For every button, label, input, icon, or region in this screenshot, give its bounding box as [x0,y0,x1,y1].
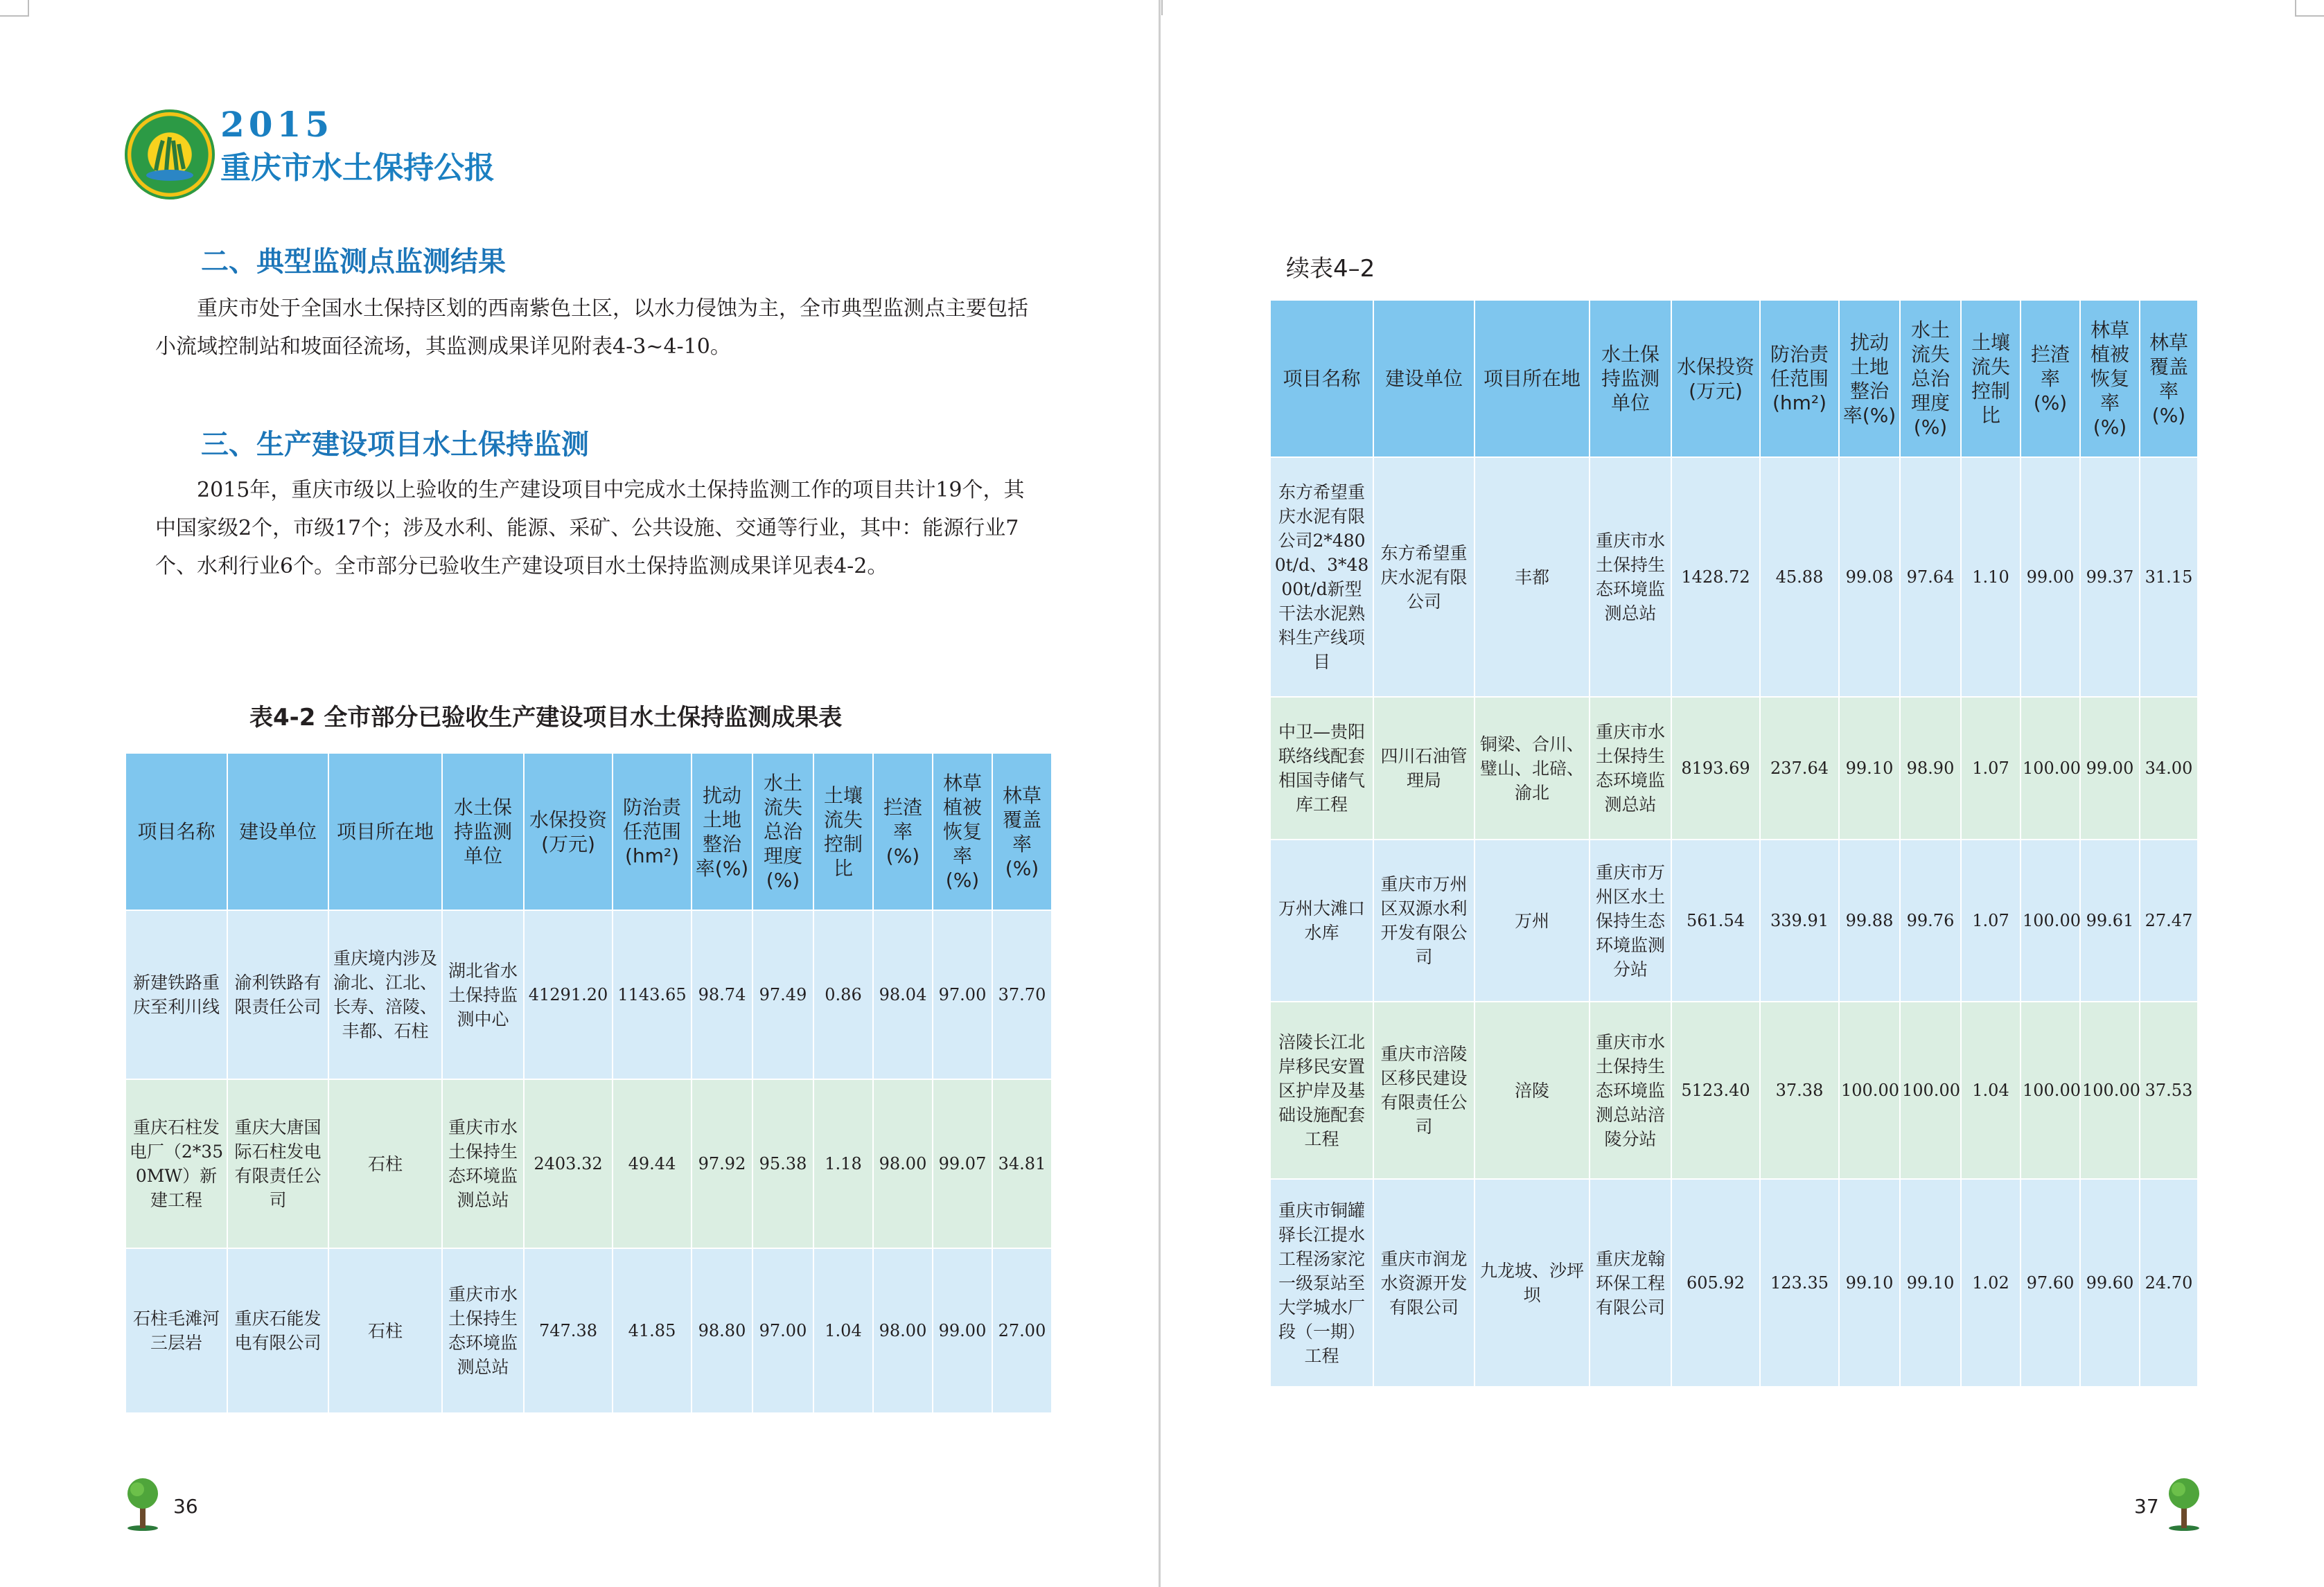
page-number-right: 37 [2134,1495,2159,1518]
table-cell: 重庆市水土保持生态环境监测总站 [442,1248,524,1413]
column-header: 水土流失总治理度(%) [1900,301,1961,457]
column-header: 防治责任范围(hm²) [1760,301,1839,457]
table-row [126,910,1052,1079]
table-row [1271,457,2198,697]
column-header: 扰动土地整治率(%) [692,754,752,910]
wheat-icon [125,109,215,200]
table-cell: 四川石油管理局 [1373,697,1474,840]
column-header: 项目所在地 [1474,301,1590,457]
column-header: 建设单位 [227,754,328,910]
table-cell: 石柱 [328,1248,442,1413]
table-cell: 东方希望重庆水泥有限公司 [1373,457,1474,697]
table-cell: 重庆市铜罐驿长江提水工程汤家沱一级泵站至大学城水厂段（一期）工程 [1271,1179,1373,1387]
table-cell: 重庆市万州区水土保持生态环境监测分站 [1590,840,1671,1002]
table-4-2-title: 表4-2 全市部分已验收生产建设项目水土保持监测成果表 [249,704,843,732]
table-cell: 重庆市水土保持生态环境监测总站 [1590,697,1671,840]
crop-mark [2295,15,2324,17]
table-cell: 1.07 [1961,697,2021,840]
column-header: 土壤流失控制比 [1961,301,2021,457]
table-cell: 99.37 [2080,457,2140,697]
table-cell: 97.00 [933,910,992,1079]
table-cell: 97.49 [752,910,813,1079]
table-cell: 123.35 [1760,1179,1839,1387]
table-cell: 27.00 [992,1248,1052,1413]
table-cell: 1.02 [1961,1179,2021,1387]
table-cell: 万州 [1474,840,1590,1002]
table-cell: 重庆大唐国际石柱发电有限责任公司 [227,1079,328,1248]
table-cell: 98.00 [873,1079,933,1248]
table-cell: 重庆市万州区双源水利开发有限公司 [1373,840,1474,1002]
table-cell: 99.00 [2080,697,2140,840]
table-cell: 98.00 [873,1248,933,1413]
column-header: 林草覆盖率(%) [992,754,1052,910]
table-cell: 99.10 [1839,1179,1900,1387]
column-header: 水土流失总治理度(%) [752,754,813,910]
table-cell: 重庆石能发电有限公司 [227,1248,328,1413]
table-cell: 99.10 [1900,1179,1961,1387]
table-cell: 8193.69 [1671,697,1760,840]
book-spine [1159,0,1161,1587]
section-3-title: 三、生产建设项目水土保持监测 [201,429,589,461]
table-row [1271,1002,2198,1179]
crop-mark [28,0,29,15]
table-cell: 100.00 [2021,1002,2080,1179]
table-cell: 重庆龙翰环保工程有限公司 [1590,1179,1671,1387]
table-cell: 100.00 [1839,1002,1900,1179]
table-cell: 涪陵长江北岸移民安置区护岸及基础设施配套工程 [1271,1002,1373,1179]
table-cell: 万州大滩口水库 [1271,840,1373,1002]
table-cell: 31.15 [2140,457,2198,697]
table-cell: 98.80 [692,1248,752,1413]
column-header: 水保投资(万元) [1671,301,1760,457]
column-header: 项目所在地 [328,754,442,910]
table-row [126,1248,1052,1413]
table-cell: 561.54 [1671,840,1760,1002]
tree-icon [125,1475,161,1531]
table-cell: 97.60 [2021,1179,2080,1387]
table-cell: 747.38 [524,1248,613,1413]
column-header: 林草植被恢复率(%) [2080,301,2140,457]
column-header: 建设单位 [1373,301,1474,457]
crop-mark [2295,0,2296,15]
header-year: 2015 [220,104,334,145]
column-header: 项目名称 [126,754,227,910]
table-cell: 2403.32 [524,1079,613,1248]
table-cell: 99.00 [933,1248,992,1413]
table-cell: 湖北省水土保持监测中心 [442,910,524,1079]
table-cell: 100.00 [2021,697,2080,840]
table-cell: 石柱毛滩河三层岩 [126,1248,227,1413]
table-row [1271,697,2198,840]
table-cell: 0.86 [813,910,873,1079]
table-cell: 41291.20 [524,910,613,1079]
table-cell: 1.04 [1961,1002,2021,1179]
table-cell: 99.07 [933,1079,992,1248]
table-cell: 石柱 [328,1079,442,1248]
table-cell: 97.00 [752,1248,813,1413]
table-cell: 37.38 [1760,1002,1839,1179]
table-cell: 重庆市水土保持生态环境监测总站 [442,1079,524,1248]
table-cell: 重庆境内涉及渝北、江北、长寿、涪陵、丰都、石柱 [328,910,442,1079]
table-cell: 34.00 [2140,697,2198,840]
table-cell: 98.90 [1900,697,1961,840]
table-cell: 铜梁、合川、璧山、北碚、渝北 [1474,697,1590,840]
table-cell: 重庆市水土保持生态环境监测总站 [1590,457,1671,697]
table-cell: 1.10 [1961,457,2021,697]
table-header-row [126,754,1052,910]
page-number-left: 36 [173,1495,198,1518]
table-cell: 东方希望重庆水泥有限公司2*4800t/d、3*4800t/d新型干法水泥熟料生产线项目 [1271,457,1373,697]
table-cell: 九龙坡、沙坪坝 [1474,1179,1590,1387]
table-cell: 1143.65 [613,910,692,1079]
table-cell: 99.60 [2080,1179,2140,1387]
table-cell: 中卫—贵阳联络线配套相国寺储气库工程 [1271,697,1373,840]
table-cell: 5123.40 [1671,1002,1760,1179]
table-cell: 37.70 [992,910,1052,1079]
table-4-2 [126,754,1053,1414]
table-cell: 98.74 [692,910,752,1079]
table-cell: 100.00 [1900,1002,1961,1179]
column-header: 林草植被恢复率(%) [933,754,992,910]
table-cell: 新建铁路重庆至利川线 [126,910,227,1079]
column-header: 水保投资(万元) [524,754,613,910]
header-title: 重庆市水土保持公报 [220,150,495,186]
table-cell: 97.64 [1900,457,1961,697]
table-cell: 1.18 [813,1079,873,1248]
continued-table-title: 续表4–2 [1286,255,1375,283]
column-header: 土壤流失控制比 [813,754,873,910]
section-3-paragraph: 2015年，重庆市级以上验收的生产建设项目中完成水土保持监测工作的项目共计19个，其中国家级2个，市级17个；涉及水利、能源、采矿、公共设施、交通等行业，其中：能源行业7个、水利行业6个。全市部分已验收生产建设项目水土保持监测成果详见表4-2。 [155,478,1025,578]
table-cell: 37.53 [2140,1002,2198,1179]
table-4-2-continued [1271,301,2199,1387]
column-header: 林草覆盖率(%) [2140,301,2198,457]
table-cell: 重庆市润龙水资源开发有限公司 [1373,1179,1474,1387]
table-cell: 24.70 [2140,1179,2198,1387]
table-cell: 99.00 [2021,457,2080,697]
table-cell: 99.76 [1900,840,1961,1002]
table-cell: 重庆石柱发电厂（2*350MW）新建工程 [126,1079,227,1248]
bulletin-logo [125,109,215,200]
table-cell: 渝利铁路有限责任公司 [227,910,328,1079]
table-cell: 98.04 [873,910,933,1079]
table-cell: 237.64 [1760,697,1839,840]
table-cell: 1.07 [1961,840,2021,1002]
section-2-paragraph: 重庆市处于全国水土保持区划的西南紫色土区，以水力侵蚀为主，全市典型监测点主要包括小流域控制站和坡面径流场，其监测成果详见附表4-3~4-10。 [155,296,1028,359]
table-cell: 100.00 [2021,840,2080,1002]
column-header: 防治责任范围(hm²) [613,754,692,910]
table-cell: 34.81 [992,1079,1052,1248]
table-cell: 100.00 [2080,1002,2140,1179]
column-header: 水土保持监测单位 [442,754,524,910]
table-cell: 45.88 [1760,457,1839,697]
table-cell: 49.44 [613,1079,692,1248]
table-cell: 重庆市水土保持生态环境监测总站涪陵分站 [1590,1002,1671,1179]
table-cell: 97.92 [692,1079,752,1248]
table-cell: 99.08 [1839,457,1900,697]
crop-mark [0,15,29,17]
column-header: 扰动土地整治率(%) [1839,301,1900,457]
table-cell: 99.61 [2080,840,2140,1002]
table-cell: 1428.72 [1671,457,1760,697]
section-2-title: 二、典型监测点监测结果 [201,246,506,278]
table-cell: 95.38 [752,1079,813,1248]
table-cell: 99.88 [1839,840,1900,1002]
table-cell: 41.85 [613,1248,692,1413]
table-row [1271,1179,2198,1387]
table-header-row [1271,301,2198,457]
table-cell: 重庆市涪陵区移民建设有限责任公司 [1373,1002,1474,1179]
column-header: 拦渣率(%) [2021,301,2080,457]
table-row [1271,840,2198,1002]
table-cell: 339.91 [1760,840,1839,1002]
table-cell: 99.10 [1839,697,1900,840]
table-cell: 1.04 [813,1248,873,1413]
table-row [126,1079,1052,1248]
column-header: 拦渣率(%) [873,754,933,910]
column-header: 水土保持监测单位 [1590,301,1671,457]
table-cell: 涪陵 [1474,1002,1590,1179]
table-cell: 27.47 [2140,840,2198,1002]
table-cell: 605.92 [1671,1179,1760,1387]
column-header: 项目名称 [1271,301,1373,457]
table-cell: 丰都 [1474,457,1590,697]
crop-mark [1161,0,1163,15]
tree-icon [2166,1475,2202,1531]
